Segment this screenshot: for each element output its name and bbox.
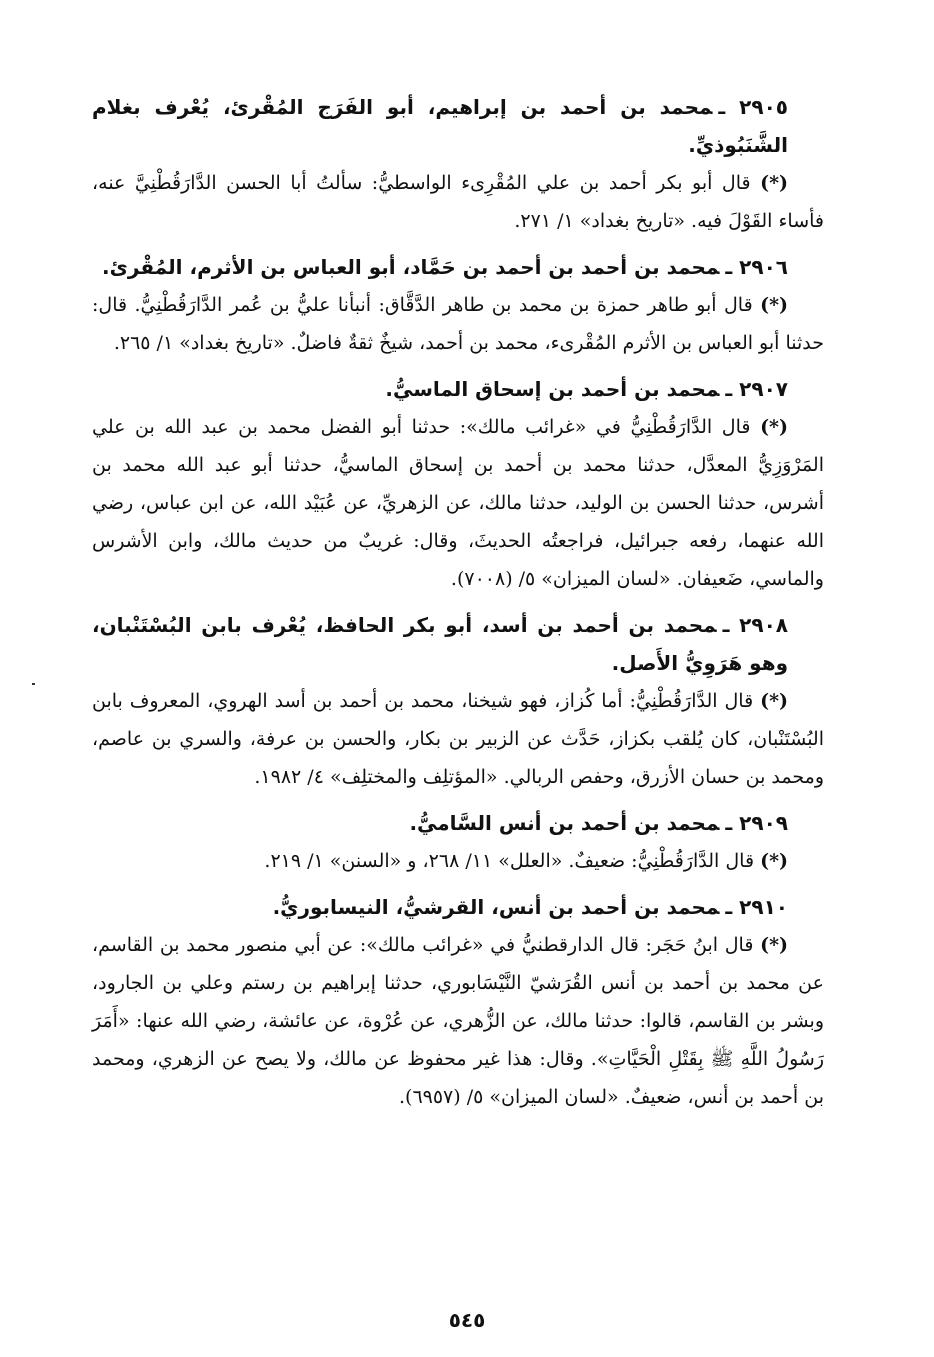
entry-text: [92, 286, 824, 362]
entry-2910: [92, 888, 824, 1116]
entry-heading: [92, 88, 824, 164]
entry-title: محمد بن أحمد بن أنس السَّاميُّ.: [409, 811, 720, 835]
entry-body: قال الدَّارَقُطْنِيُّ: ضعيفٌ. «العلل» ١١/ ٢٦٨، و «السنن» ١/ ٢١٩.: [264, 850, 755, 872]
entry-title: محمد بن أحمد بن أحمد بن حَمَّاد، أبو العباس بن الأثرم، المُقْرئ.: [101, 255, 720, 279]
entry-text: [92, 164, 824, 240]
entry-text: [92, 682, 824, 796]
entry-body: قال أبو بكر أحمد بن علي المُقْرِىء الواسطيُّ: سألتُ أبا الحسن الدَّارَقُطْنِيَّ عنه، فأساء القَوْلَ فيه. «تاريخ بغداد» ١/ ٢٧١.: [92, 172, 824, 232]
entry-heading: [92, 606, 824, 682]
entry-heading: [92, 248, 824, 286]
margin-mark: [32, 683, 35, 685]
entry-text: [92, 926, 824, 1116]
entry-number: ٢٩٠٦ ـ: [725, 255, 788, 279]
star-marker: (*): [760, 416, 788, 438]
entry-number: ٢٩٠٧ ـ: [725, 377, 788, 401]
entry-title: محمد بن أحمد بن أنس، القرشيُّ، النيسابوريُّ.: [272, 895, 720, 919]
entry-2905: [92, 88, 824, 240]
entry-heading: [92, 888, 824, 926]
entry-body: قال أبو طاهر حمزة بن محمد بن طاهر الدَّقَّاق: أنبأنا عليُّ بن عُمر الدَّارَقُطْنِيُّ. قال: حدثنا أبو العباس بن الأثرم المُقْرىء، محمد بن أحمد، شيخٌ ثقةٌ فاضلٌ. «تاريخ بغداد» ١/ ٢٦٥.: [92, 294, 824, 354]
entry-heading: [92, 370, 824, 408]
entry-text: [92, 408, 824, 598]
entry-text: [92, 842, 824, 880]
entry-title: محمد بن أحمد بن إسحاق الماسيُّ.: [385, 377, 720, 401]
entry-title: محمد بن أحمد بن إبراهيم، أبو الفَرَج المُقْرئ، يُعْرف بغلام الشَّنَبُوذيِّ.: [92, 95, 788, 157]
star-marker: (*): [760, 172, 789, 194]
entry-2906: [92, 248, 824, 362]
star-marker: (*): [760, 690, 789, 712]
entry-number: ٢٩٠٩ ـ: [725, 811, 788, 835]
entry-number: ٢٩٠٥ ـ: [718, 95, 788, 119]
entry-heading: [92, 804, 824, 842]
entry-number: ٢٩١٠ ـ: [725, 895, 788, 919]
page-number: ٥٤٥: [448, 1308, 486, 1332]
star-marker: (*): [760, 934, 788, 956]
page-content: [92, 88, 824, 1268]
entry-2909: [92, 804, 824, 880]
entry-number: ٢٩٠٨ ـ: [722, 613, 788, 637]
star-marker: (*): [760, 850, 788, 872]
entry-body: قال الدَّارَقُطْنِيُّ في «غرائب مالك»: حدثنا أبو الفضل محمد بن عبد الله بن علي المَرْوَزِيُّ المعدَّل، حدثنا محمد بن أحمد بن إسحاق الماسيُّ، حدثنا أبو عبد الله محمد بن أشرس، حدثنا الحسن بن الوليد، حدثنا مالك، عن الزهريِّ، عن عُبَيْد الله، عن ابن عباس، رضي الله عنهما، رفعه جبرائيل، فراجعتُه الحديثَ، وقال: غريبٌ من حديث مالك، وابن الأشرس والماسي، ضَعيفان. «لسان الميزان» ٥/ (٧٠٠٨).: [92, 416, 824, 590]
entry-2908: [92, 606, 824, 796]
star-marker: (*): [760, 294, 788, 316]
entry-title: محمد بن أحمد بن أسد، أبو بكر الحافظ، يُعْرف بابن البُسْتَنْبان، وهو هَرَوِيُّ الأَصل.: [92, 613, 788, 675]
entry-body: قال الدَّارَقُطْنِيُّ: أما كُزاز، فهو شيخنا، محمد بن أحمد بن أسد الهروي، المعروف بابن البُسْتَنْبان، كان يُلقب بكزاز، حَدَّث عن الزبير بن بكار، والحسن بن عرفة، والسري بن عاصم، ومحمد بن حسان الأزرق، وحفص الربالي. «المؤتلِف والمختلِف» ٤/ ١٩٨٢.: [92, 690, 824, 788]
entry-2907: [92, 370, 824, 598]
entry-body: قال ابنُ حَجَر: قال الدارقطنيُّ في «غرائب مالك»: عن أبي منصور محمد بن القاسم، عن محمد بن أحمد بن أنس القُرَشيّ النَّيْسَابوري، حدثنا إبراهيم بن رستم وعلي بن الجارود، وبشر بن القاسم، قالوا: حدثنا مالك، عن الزُّهري، عن عُرْوة، عن عائشة، رضي الله عنها: «أَمَرَ رَسُولُ اللَّهِ ﷺ بِقَتْلِ الْحَيَّاتِ». وقال: هذا غير محفوظ عن مالك، ولا يصح عن الزهري، ومحمد بن أحمد بن أنس، ضعيفٌ. «لسان الميزان» ٥/ (٦٩٥٧).: [92, 934, 824, 1108]
